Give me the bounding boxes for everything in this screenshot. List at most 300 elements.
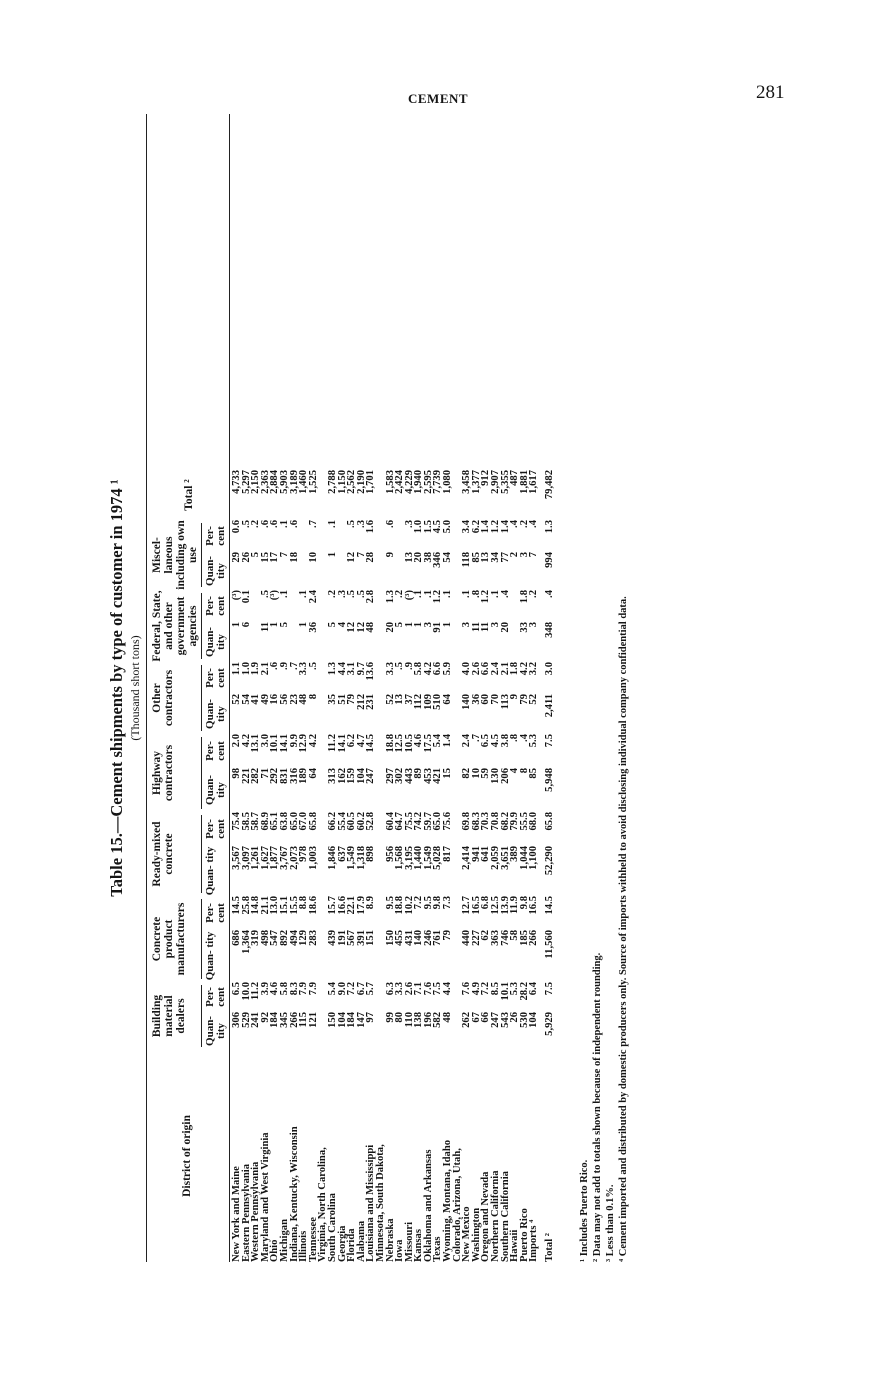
- value-cell: 4.6: [269, 982, 281, 996]
- value-cell: 2,884: [269, 470, 281, 494]
- value-cell: 12.7: [461, 896, 473, 915]
- value-cell: .5: [346, 590, 358, 598]
- group-header: Concrete product manufacturers: [151, 902, 187, 976]
- value-cell: 8: [307, 694, 319, 700]
- value-cell: .2: [250, 520, 262, 528]
- value-cell: .2: [326, 590, 338, 598]
- value-cell: 1,549: [346, 846, 358, 870]
- group-header: Building material dealers: [151, 994, 187, 1038]
- value-cell: 104: [355, 768, 367, 784]
- value-cell: .2: [518, 520, 530, 528]
- value-cell: 453: [422, 768, 434, 784]
- rotated-table: [105, 114, 665, 1262]
- value-cell: 9.8: [518, 896, 530, 910]
- value-cell: 5.0: [442, 520, 454, 534]
- value-cell: 5: [326, 622, 338, 628]
- value-cell: 29: [231, 552, 242, 563]
- value-cell: 7: [355, 552, 367, 558]
- value-cell: 262: [461, 1012, 473, 1028]
- value-cell: .1: [461, 590, 473, 598]
- value-cell: 686: [231, 930, 242, 946]
- value-cell: 7.6: [422, 982, 434, 996]
- value-cell: .5: [346, 520, 358, 528]
- value-cell: [290, 622, 300, 662]
- value-cell: 1: [326, 552, 338, 558]
- value-cell: 2.6: [403, 982, 415, 996]
- district-cell: Oklahoma and Arkansas: [422, 1149, 434, 1262]
- value-cell: 1.1: [231, 662, 242, 676]
- value-cell: 13: [394, 694, 406, 705]
- running-head: CEMENT: [408, 91, 469, 106]
- value-cell: 529: [240, 1012, 252, 1028]
- value-cell: 69.8: [461, 812, 473, 831]
- value-cell: 13: [480, 552, 492, 563]
- value-cell: 12.5: [394, 734, 406, 753]
- value-cell: 1,583: [384, 470, 396, 494]
- value-cell: 49: [259, 694, 271, 705]
- value-cell: 831: [278, 768, 290, 784]
- value-cell: 15: [259, 552, 271, 563]
- value-cell: 3.4: [461, 520, 473, 534]
- value-cell: 227: [470, 930, 482, 946]
- value-cell: 15.1: [278, 896, 290, 915]
- value-cell: 12: [346, 552, 358, 563]
- group-underline: [201, 593, 202, 659]
- value-cell: 5.4: [326, 982, 338, 996]
- table-row: [309, 470, 319, 1262]
- value-cell: 191: [336, 930, 348, 946]
- value-cell: 241: [250, 1012, 262, 1028]
- value-cell: 80: [394, 1012, 406, 1023]
- value-cell: 16.5: [470, 896, 482, 915]
- value-cell: .7: [470, 734, 482, 742]
- table-subtitle: (Thousand short tons): [128, 635, 142, 741]
- value-cell: .6: [259, 520, 271, 528]
- value-cell: 14.5: [365, 734, 377, 753]
- value-cell: 65.8: [544, 812, 555, 831]
- value-cell: 9.5: [384, 896, 396, 910]
- value-cell: 7.9: [298, 982, 310, 996]
- value-cell: 10.0: [240, 982, 252, 1001]
- value-cell: 11: [259, 622, 271, 633]
- table-row: [328, 470, 338, 1262]
- quantity-subheader: Quan- tity: [204, 846, 216, 896]
- value-cell: 18: [288, 552, 300, 563]
- value-cell: 18.6: [307, 896, 319, 915]
- value-cell: 266: [288, 1012, 300, 1028]
- value-cell: 5.4: [432, 734, 444, 748]
- value-cell: .5: [355, 590, 367, 598]
- value-cell: 1: [231, 622, 242, 628]
- value-cell: 130: [490, 768, 502, 784]
- district-cell: Imports ⁴: [528, 1219, 540, 1262]
- value-cell: 1: [442, 622, 454, 628]
- group-header: Total ²: [183, 479, 195, 511]
- value-cell: 4.5: [490, 734, 502, 748]
- value-cell: 4.6: [413, 734, 425, 748]
- value-cell: 54: [240, 694, 252, 705]
- district-cell: Puerto Rico: [518, 1208, 530, 1262]
- value-cell: 64: [442, 694, 454, 705]
- district-cell: Tennessee: [307, 1217, 319, 1262]
- percent-subheader: Per- cent: [204, 987, 227, 1007]
- value-cell: 510: [432, 694, 444, 710]
- value-cell: .2: [394, 590, 406, 598]
- table-row: [472, 470, 482, 1262]
- group-header: Miscel- laneous including own use: [151, 520, 199, 590]
- value-cell: 55.4: [336, 812, 348, 831]
- value-cell: 15.7: [326, 896, 338, 915]
- value-cell: 3.8: [499, 734, 511, 748]
- value-cell: 4.2: [518, 662, 530, 676]
- value-cell: [318, 552, 328, 590]
- value-cell: 65.1: [269, 812, 281, 831]
- value-cell: 567: [346, 930, 358, 946]
- value-cell: .2: [528, 590, 540, 598]
- value-cell: 68.2: [499, 812, 511, 831]
- value-cell: 79: [346, 694, 358, 705]
- value-cell: 1.3: [384, 590, 396, 604]
- value-cell: 15.5: [288, 896, 300, 915]
- value-cell: 1,617: [528, 470, 540, 494]
- value-cell: 1,568: [394, 846, 406, 870]
- value-cell: 1,846: [326, 846, 338, 870]
- value-cell: 4,229: [403, 470, 415, 494]
- value-cell: 60.4: [384, 812, 396, 831]
- value-cell: 10: [307, 552, 319, 563]
- value-cell: 52,290: [544, 846, 555, 876]
- value-cell: 60.2: [355, 812, 367, 831]
- value-cell: 2.1: [259, 662, 271, 676]
- group-header: Federal, State, and other government agencies: [151, 590, 199, 662]
- value-cell: 2.0: [231, 734, 242, 748]
- value-cell: 129: [298, 930, 310, 946]
- value-cell: 7.9: [307, 982, 319, 996]
- value-cell: 1,460: [298, 470, 310, 494]
- value-cell: 4.5: [432, 520, 444, 534]
- value-cell: 7.6: [461, 982, 473, 996]
- value-cell: 5.8: [278, 982, 290, 996]
- value-cell: 38: [422, 552, 434, 563]
- district-cell: Southern California: [499, 1171, 511, 1262]
- value-cell: .1: [326, 520, 338, 528]
- value-cell: .3: [336, 590, 348, 598]
- footnote-2: ² Data may not add to totals shown because of independent rounding.: [592, 952, 603, 1262]
- value-cell: 109: [422, 694, 434, 710]
- value-cell: 439: [326, 930, 338, 946]
- header-bottom-rule: [229, 114, 230, 1262]
- value-cell: 26: [509, 1012, 521, 1023]
- value-cell: 75.5: [403, 812, 415, 831]
- value-cell: 14.5: [231, 896, 242, 915]
- value-cell: 113: [499, 694, 511, 710]
- value-cell: 82: [461, 768, 473, 779]
- value-cell: 184: [269, 1012, 281, 1028]
- value-cell: 37: [403, 694, 415, 705]
- value-cell: 316: [288, 768, 300, 784]
- value-cell: .5: [240, 520, 252, 528]
- value-cell: .6: [269, 662, 281, 670]
- value-cell: 7.2: [413, 896, 425, 910]
- value-cell: 746: [499, 930, 511, 946]
- value-cell: 6.4: [528, 982, 540, 996]
- value-cell: 11: [480, 622, 492, 633]
- value-cell: 150: [384, 930, 396, 946]
- value-cell: 994: [544, 552, 555, 568]
- data-table: [232, 470, 555, 1262]
- table-row: [462, 470, 472, 1262]
- value-cell: [318, 622, 328, 662]
- value-cell: 282: [250, 768, 262, 784]
- value-cell: 6.2: [346, 734, 358, 748]
- value-cell: .5: [394, 662, 406, 670]
- value-cell: 1,549: [422, 846, 434, 870]
- table-row: [529, 470, 539, 1262]
- value-cell: 912: [480, 470, 492, 486]
- value-cell: 292: [269, 768, 281, 784]
- value-cell: (³): [231, 590, 242, 601]
- value-cell: 28.2: [518, 982, 530, 1001]
- district-cell: Nebraska: [384, 1218, 396, 1262]
- district-cell: Virginia, North Carolina,: [317, 1147, 329, 1262]
- value-cell: 1.8: [518, 590, 530, 604]
- district-cell: Iowa: [394, 1239, 406, 1262]
- value-cell: 68.9: [259, 812, 271, 831]
- district-cell: Eastern Pennsylvania: [240, 1163, 252, 1262]
- value-cell: 2.1: [499, 662, 511, 676]
- value-cell: 0.1: [240, 590, 252, 604]
- value-cell: 391: [355, 930, 367, 946]
- value-cell: 91: [432, 622, 444, 633]
- value-cell: 6.8: [480, 896, 492, 910]
- quantity-subheader: Quan- tity: [204, 1016, 227, 1046]
- value-cell: 62: [480, 930, 492, 941]
- value-cell: 1.4: [442, 734, 454, 748]
- value-cell: 247: [490, 1012, 502, 1028]
- quantity-subheader: Quan- tity: [204, 699, 227, 729]
- value-cell: 1: [298, 622, 310, 628]
- value-cell: 6.6: [480, 662, 492, 676]
- percent-subheader: Per- cent: [204, 819, 227, 839]
- value-cell: 5.3: [528, 734, 540, 748]
- table-row: [443, 470, 453, 1262]
- value-cell: 4: [509, 768, 521, 774]
- value-cell: 13.0: [269, 896, 281, 915]
- value-cell: 4.0: [461, 662, 473, 676]
- value-cell: 7.1: [413, 982, 425, 996]
- value-cell: .4: [528, 520, 540, 528]
- value-cell: 17: [269, 552, 281, 563]
- value-cell: 1,364: [240, 930, 252, 954]
- value-cell: 3,195: [403, 846, 415, 870]
- percent-subheader: Per- cent: [204, 741, 227, 761]
- value-cell: 75.4: [231, 812, 242, 831]
- value-cell: .1: [442, 590, 454, 598]
- value-cell: 70.8: [490, 812, 502, 831]
- value-cell: 4.9: [470, 982, 482, 996]
- value-cell: 26: [240, 552, 252, 563]
- value-cell: 11,560: [544, 930, 555, 959]
- value-cell: 5,948: [544, 768, 555, 792]
- value-cell: 64.7: [394, 812, 406, 831]
- group-underline: [201, 737, 202, 809]
- value-cell: 1,044: [518, 846, 530, 870]
- value-cell: 7.5: [432, 982, 444, 996]
- value-cell: 65.0: [288, 812, 300, 831]
- value-cell: 25.8: [240, 896, 252, 915]
- district-cell: Western Pennsylvania: [250, 1161, 262, 1262]
- value-cell: 2,190: [355, 470, 367, 494]
- value-cell: 4.2: [422, 662, 434, 676]
- district-cell: Michigan: [278, 1219, 290, 1262]
- value-cell: 34: [490, 552, 502, 563]
- value-cell: 2.4: [307, 590, 319, 604]
- value-cell: 2: [509, 552, 521, 558]
- value-cell: 1,150: [336, 470, 348, 494]
- district-cell: New York and Maine: [231, 1166, 242, 1262]
- value-cell: 118: [461, 552, 473, 568]
- value-cell: 1.4: [480, 520, 492, 534]
- district-cell: Illinois: [298, 1230, 310, 1262]
- value-cell: .1: [278, 520, 290, 528]
- value-cell: 9: [384, 552, 396, 558]
- value-cell: 582: [432, 1012, 444, 1028]
- value-cell: 2,595: [422, 470, 434, 494]
- value-cell: 52: [231, 694, 242, 705]
- district-cell: Washington: [470, 1207, 482, 1262]
- value-cell: 4.2: [307, 734, 319, 748]
- value-cell: 3: [422, 622, 434, 628]
- value-cell: 4.4: [442, 982, 454, 996]
- value-cell: 5: [250, 552, 262, 558]
- table-row: [290, 470, 300, 1262]
- value-cell: 79.9: [509, 812, 521, 831]
- percent-subheader: Per- cent: [204, 903, 227, 923]
- value-cell: 6: [240, 622, 252, 628]
- district-cell: Minnesota, South Dakota,: [374, 1144, 386, 1262]
- value-cell: .1: [413, 590, 425, 598]
- value-cell: 21.1: [259, 896, 271, 915]
- total-row: [539, 470, 555, 1262]
- value-cell: 345: [278, 1012, 290, 1028]
- value-cell: 0.6: [231, 520, 242, 534]
- value-cell: 641: [480, 846, 492, 862]
- value-cell: 817: [442, 846, 454, 862]
- header-top-rule: [146, 114, 147, 1262]
- value-cell: 389: [509, 846, 521, 862]
- value-cell: 10.5: [403, 734, 415, 753]
- value-cell: 898: [365, 846, 377, 862]
- value-cell: 33: [518, 622, 530, 633]
- value-cell: 3.0: [544, 662, 555, 676]
- value-cell: 6.5: [480, 734, 492, 748]
- value-cell: 3,458: [461, 470, 473, 494]
- district-cell: Louisiana and Mississippi: [365, 1144, 377, 1262]
- value-cell: 206: [499, 768, 511, 784]
- value-cell: 1.3: [544, 520, 555, 534]
- value-cell: 3,189: [288, 470, 300, 494]
- value-cell: 1,440: [413, 846, 425, 870]
- value-cell: 2,150: [250, 470, 262, 494]
- value-cell: 494: [288, 930, 300, 946]
- district-cell: Maryland and West Virginia: [259, 1132, 271, 1262]
- value-cell: 59: [480, 768, 492, 779]
- value-cell: 48: [365, 622, 377, 633]
- value-cell: 11.2: [326, 734, 338, 752]
- value-cell: 3: [528, 622, 540, 628]
- value-cell: 67: [470, 1012, 482, 1023]
- value-cell: 3.2: [528, 662, 540, 676]
- value-cell: 13.1: [250, 734, 262, 753]
- value-cell: 455: [394, 930, 406, 946]
- value-cell: 4: [336, 622, 348, 628]
- value-cell: 1.6: [365, 520, 377, 534]
- value-cell: 63.8: [278, 812, 290, 831]
- footnote-3: ³ Less than 0.1%.: [605, 1184, 616, 1262]
- value-cell: 16: [269, 694, 281, 705]
- value-cell: 1,318: [355, 846, 367, 870]
- value-cell: 9: [509, 694, 521, 700]
- value-cell: 1,877: [269, 846, 281, 870]
- value-cell: 6.2: [470, 520, 482, 534]
- value-cell: 14.1: [336, 734, 348, 753]
- value-cell: 184: [346, 1012, 358, 1028]
- value-cell: 68.0: [528, 812, 540, 831]
- value-cell: 68.3: [470, 812, 482, 831]
- value-cell: 60: [480, 694, 492, 705]
- district-cell: Ohio: [269, 1239, 281, 1262]
- value-cell: 1.2: [432, 590, 444, 604]
- value-cell: 189: [298, 768, 310, 784]
- district-cell: Georgia: [336, 1225, 348, 1262]
- value-cell: 2,788: [326, 470, 338, 494]
- value-cell: 97: [365, 1012, 377, 1023]
- value-cell: 140: [461, 694, 473, 710]
- value-cell: 2,562: [346, 470, 358, 494]
- value-cell: 8: [518, 768, 530, 774]
- table-row: [501, 470, 511, 1262]
- value-cell: 79: [442, 930, 454, 941]
- value-cell: .1: [278, 590, 290, 598]
- value-cell: 6.7: [355, 982, 367, 996]
- value-cell: 20: [499, 622, 511, 633]
- district-cell: Indiana, Kentucky, Wisconsin: [288, 1126, 300, 1262]
- value-cell: 1,377: [470, 470, 482, 494]
- value-cell: 1: [413, 622, 425, 628]
- value-cell: 8.9: [365, 896, 377, 910]
- value-cell: 85: [470, 552, 482, 563]
- value-cell: 1.5: [422, 520, 434, 534]
- value-cell: 20: [413, 552, 425, 563]
- value-cell: 104: [336, 1012, 348, 1028]
- value-cell: 443: [403, 768, 415, 784]
- value-cell: 10.2: [403, 896, 415, 915]
- value-cell: 54: [442, 552, 454, 563]
- value-cell: 1,525: [307, 470, 319, 494]
- value-cell: 1.8: [509, 662, 521, 676]
- value-cell: 3.3: [394, 982, 406, 996]
- value-cell: 51: [336, 694, 348, 705]
- value-cell: 66.2: [326, 812, 338, 831]
- value-cell: 2.4: [461, 734, 473, 748]
- value-cell: 138: [413, 1012, 425, 1028]
- value-cell: 3.0: [259, 734, 271, 748]
- value-cell: 23: [288, 694, 300, 705]
- value-cell: 231: [365, 694, 377, 710]
- district-cell: Florida: [346, 1228, 358, 1262]
- value-cell: 246: [422, 930, 434, 946]
- value-cell: 543: [499, 1012, 511, 1028]
